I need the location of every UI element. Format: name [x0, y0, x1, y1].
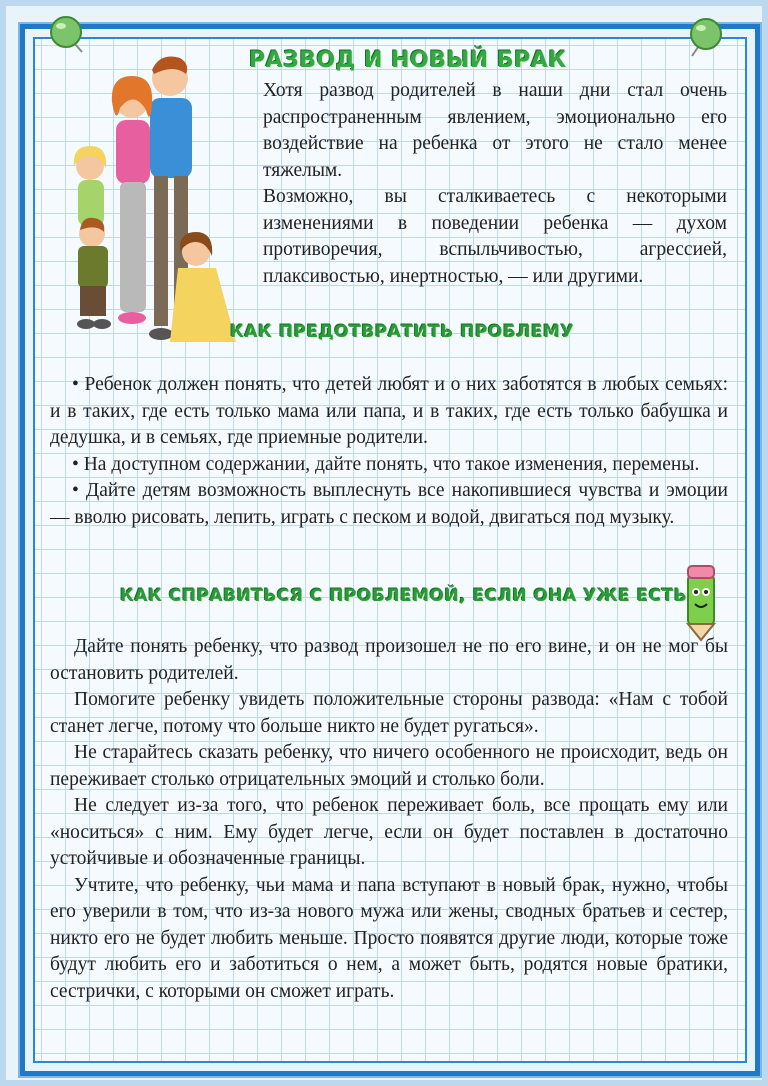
list-item: • На доступном содержании, дайте понять, что такое изменения, перемены. — [72, 453, 700, 475]
intro-paragraph: Хотя развод родителей в наши дни стал очень распространенным явлением, эмоционально его воздействие на ребенка от этого не стало менее тяжелым. — [263, 80, 727, 181]
cope-paragraph: Помогите ребенку увидеть положительные стороны развода: «Нам с тобой станет легче, потому что больше никто не будет ругаться». — [50, 689, 728, 737]
section-heading-prevent: КАК ПРЕДОТВРАТИТЬ ПРОБЛЕМУ — [230, 322, 575, 342]
cope-paragraph: Учтите, что ребенку, чьи мама и папа вступают в новый брак, нужно, чтобы его уверили в том, что из-за нового мужа или жены, сводных братьев и сестер, никто его не будет любить меньше. Просто появятся другие люди, которые тоже будут любить его и заботиться о нем, а может быть, родятся новые братики, сестрички, с которыми он сможет играть. — [50, 874, 728, 1002]
page-title: РАЗВОД И НОВЫЙ БРАК — [249, 48, 567, 73]
intro-paragraph: Возможно, вы сталкиваетесь с некоторыми изменениями в поведении ребенка — духом противоречия, вспыльчивостью, агрессией, плаксивостью, инертностью, — или другими. — [263, 186, 727, 287]
pushpin-icon — [682, 16, 726, 60]
cope-paragraph: Не следует из-за того, что ребенок переживает боль, все прощать ему или «носиться» с ним. Ему будет легче, если он будет поставлен в достаточно устойчивые и обозначенные границы. — [50, 795, 728, 869]
cope-paragraph: Дайте понять ребенку, что развод произошел не по его вине, и он не мог бы остановить родителей. — [50, 636, 728, 684]
section-heading-cope: КАК СПРАВИТЬСЯ С ПРОБЛЕМОЙ, ЕСЛИ ОНА УЖЕ ЕСТЬ — [120, 586, 688, 606]
family-illustration — [50, 46, 250, 358]
prevent-list — [50, 372, 728, 531]
cope-section — [50, 634, 728, 1005]
list-item: • Ребенок должен понять, что детей любят и о них заботятся в любых семьях: и в таких, где есть только мама или папа, и в таких, где есть только бабушка и дедушка, и в семьях, где приемные родители. — [50, 374, 728, 448]
pencil-character-icon — [682, 564, 720, 642]
list-item: • Дайте детям возможность выплеснуть все накопившиеся чувства и эмоции — вволю рисовать, лепить, играть с песком и водой, двигаться под музыку. — [50, 480, 728, 528]
intro-section — [263, 78, 727, 290]
cope-paragraph: Не старайтесь сказать ребенку, что ничего особенного не происходит, ведь он переживает столько отрицательных эмоций и столько боли. — [50, 742, 728, 790]
